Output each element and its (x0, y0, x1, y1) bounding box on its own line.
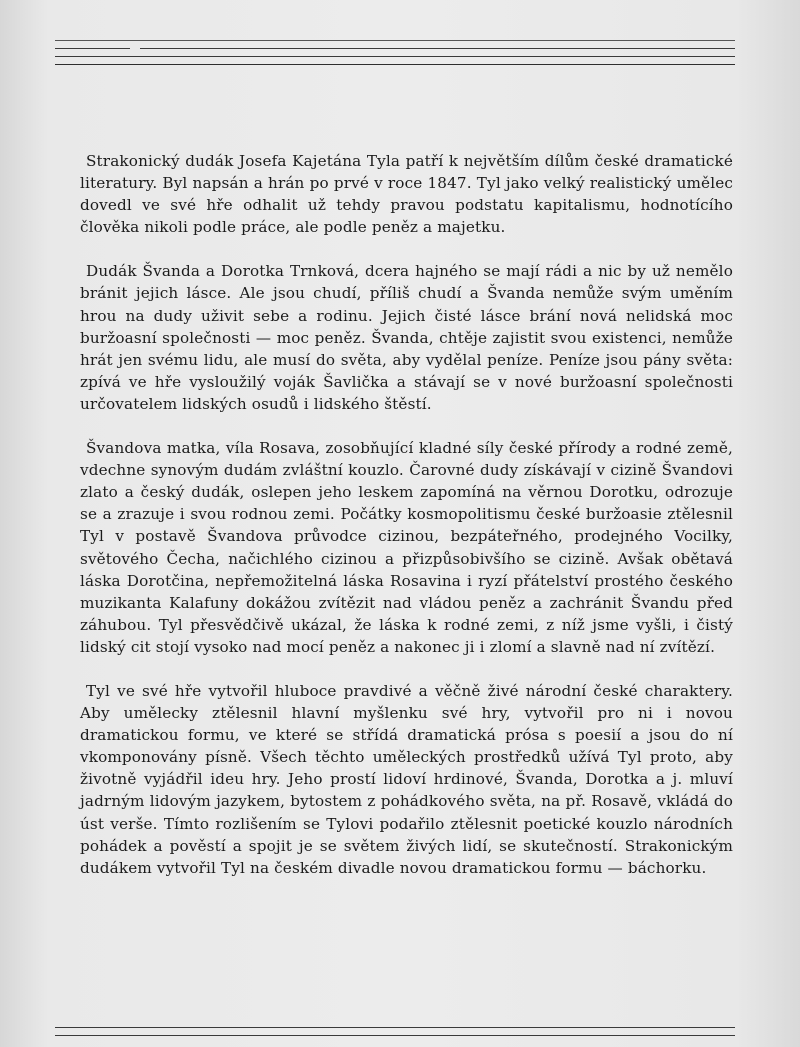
top-ornamental-rules (55, 40, 735, 70)
paragraph-2: Dudák Švanda a Dorotka Trnková, dcera hajného se mají rádi a nic by už nemělo bránit jejich lásce. Ale jsou chudí, příliš chudí a Švanda nemůže svým uměním hrou na dudy uživit sebe a rodinu. Jejich čisté lásce brání nová nelidská moc buržoasní společnosti — moc peněz. Švanda, chtěje zajistit svou existenci, nemůže hrát jen svému lidu, ale musí do světa, aby vydělal peníze. Peníze jsou pány světa: zpívá ve hře vysloužilý voják Šavlička a stávají se v nové buržoasní společnosti určovatelem lidských osudů i lidského štěstí. (80, 262, 733, 413)
top-rule-2 (55, 48, 130, 49)
document-body (80, 150, 733, 879)
paragraph-1: Strakonický dudák Josefa Kajetána Tyla patří k největším dílům české dramatické literatury. Byl napsán a hrán po prvé v roce 1847. Tyl jako velký realistický umělec dovedl ve své hře odhalit už tehdy pravou podstatu kapitalismu, hodnotícího člověka nikoli podle práce, ale podle peněz a majetku. (80, 152, 733, 237)
bottom-rule-1 (55, 1027, 735, 1028)
top-rule-1 (55, 40, 735, 41)
bottom-rule-2 (55, 1035, 735, 1036)
top-rule-3 (140, 48, 735, 49)
top-rule-4 (55, 56, 735, 57)
paragraph-4: Tyl ve své hře vytvořil hluboce pravdivé a věčně živé národní české charaktery. Aby umělecky ztělesnil hlavní myšlenku své hry, vytvořil pro ni i novou dramatickou formu, ve které se střídá dramatická prósa s poesií a jsou do ní vkomponovány písně. Všech těchto uměleckých prostředků užívá Tyl proto, aby životně vyjádřil ideu hry. Jeho prostí lidoví hrdinové, Švanda, Dorotka a j. mluví jadrným lidovým jazykem, bytostem z pohádkového světa, na př. Rosavě, vkládá do úst verše. Tímto rozlišením se Tylovi podařilo ztělesnit poetické kouzlo národních pohádek a pověstí a spojit je se světem živých lidí, se skutečností. Strakonickým dudákem vytvořil Tyl na českém divadle novou dramatickou formu — báchorku. (80, 681, 733, 877)
paragraph-3: Švandova matka, víla Rosava, zosobňující kladné síly české přírody a rodné země, vdechne synovým dudám zvláštní kouzlo. Čarovné dudy získávají v cizině Švandovi zlato a český dudák, oslepen jeho leskem zapomíná na věrnou Dorotku, odrozuje se a zrazuje i svou rodnou zemi. Počátky kosmopolitismu české buržoasie ztělesnil Tyl v postavě Švandova průvodce cizinou, bezpáteřného, prodejného Vocilky, světového Čecha, načichlého cizinou a přizpůsobivšího se cizině. Avšak obětavá láska Dorotčina, nepřemožitelná láska Rosavina i ryzí přátelství prostého českého muzikanta Kalafuny dokážou zvítězit nad vládou peněz a zachránit Švandu před záhubou. Tyl přesvědčivě ukázal, že láska k rodné zemi, z níž jsme vyšli, i čistý lidský cit stojí vysoko nad mocí peněz a nakonec ji i zlomí a slavně nad ní zvítězí. (80, 439, 733, 656)
top-rule-5 (55, 64, 735, 65)
bottom-ornamental-rules (55, 1027, 735, 1041)
